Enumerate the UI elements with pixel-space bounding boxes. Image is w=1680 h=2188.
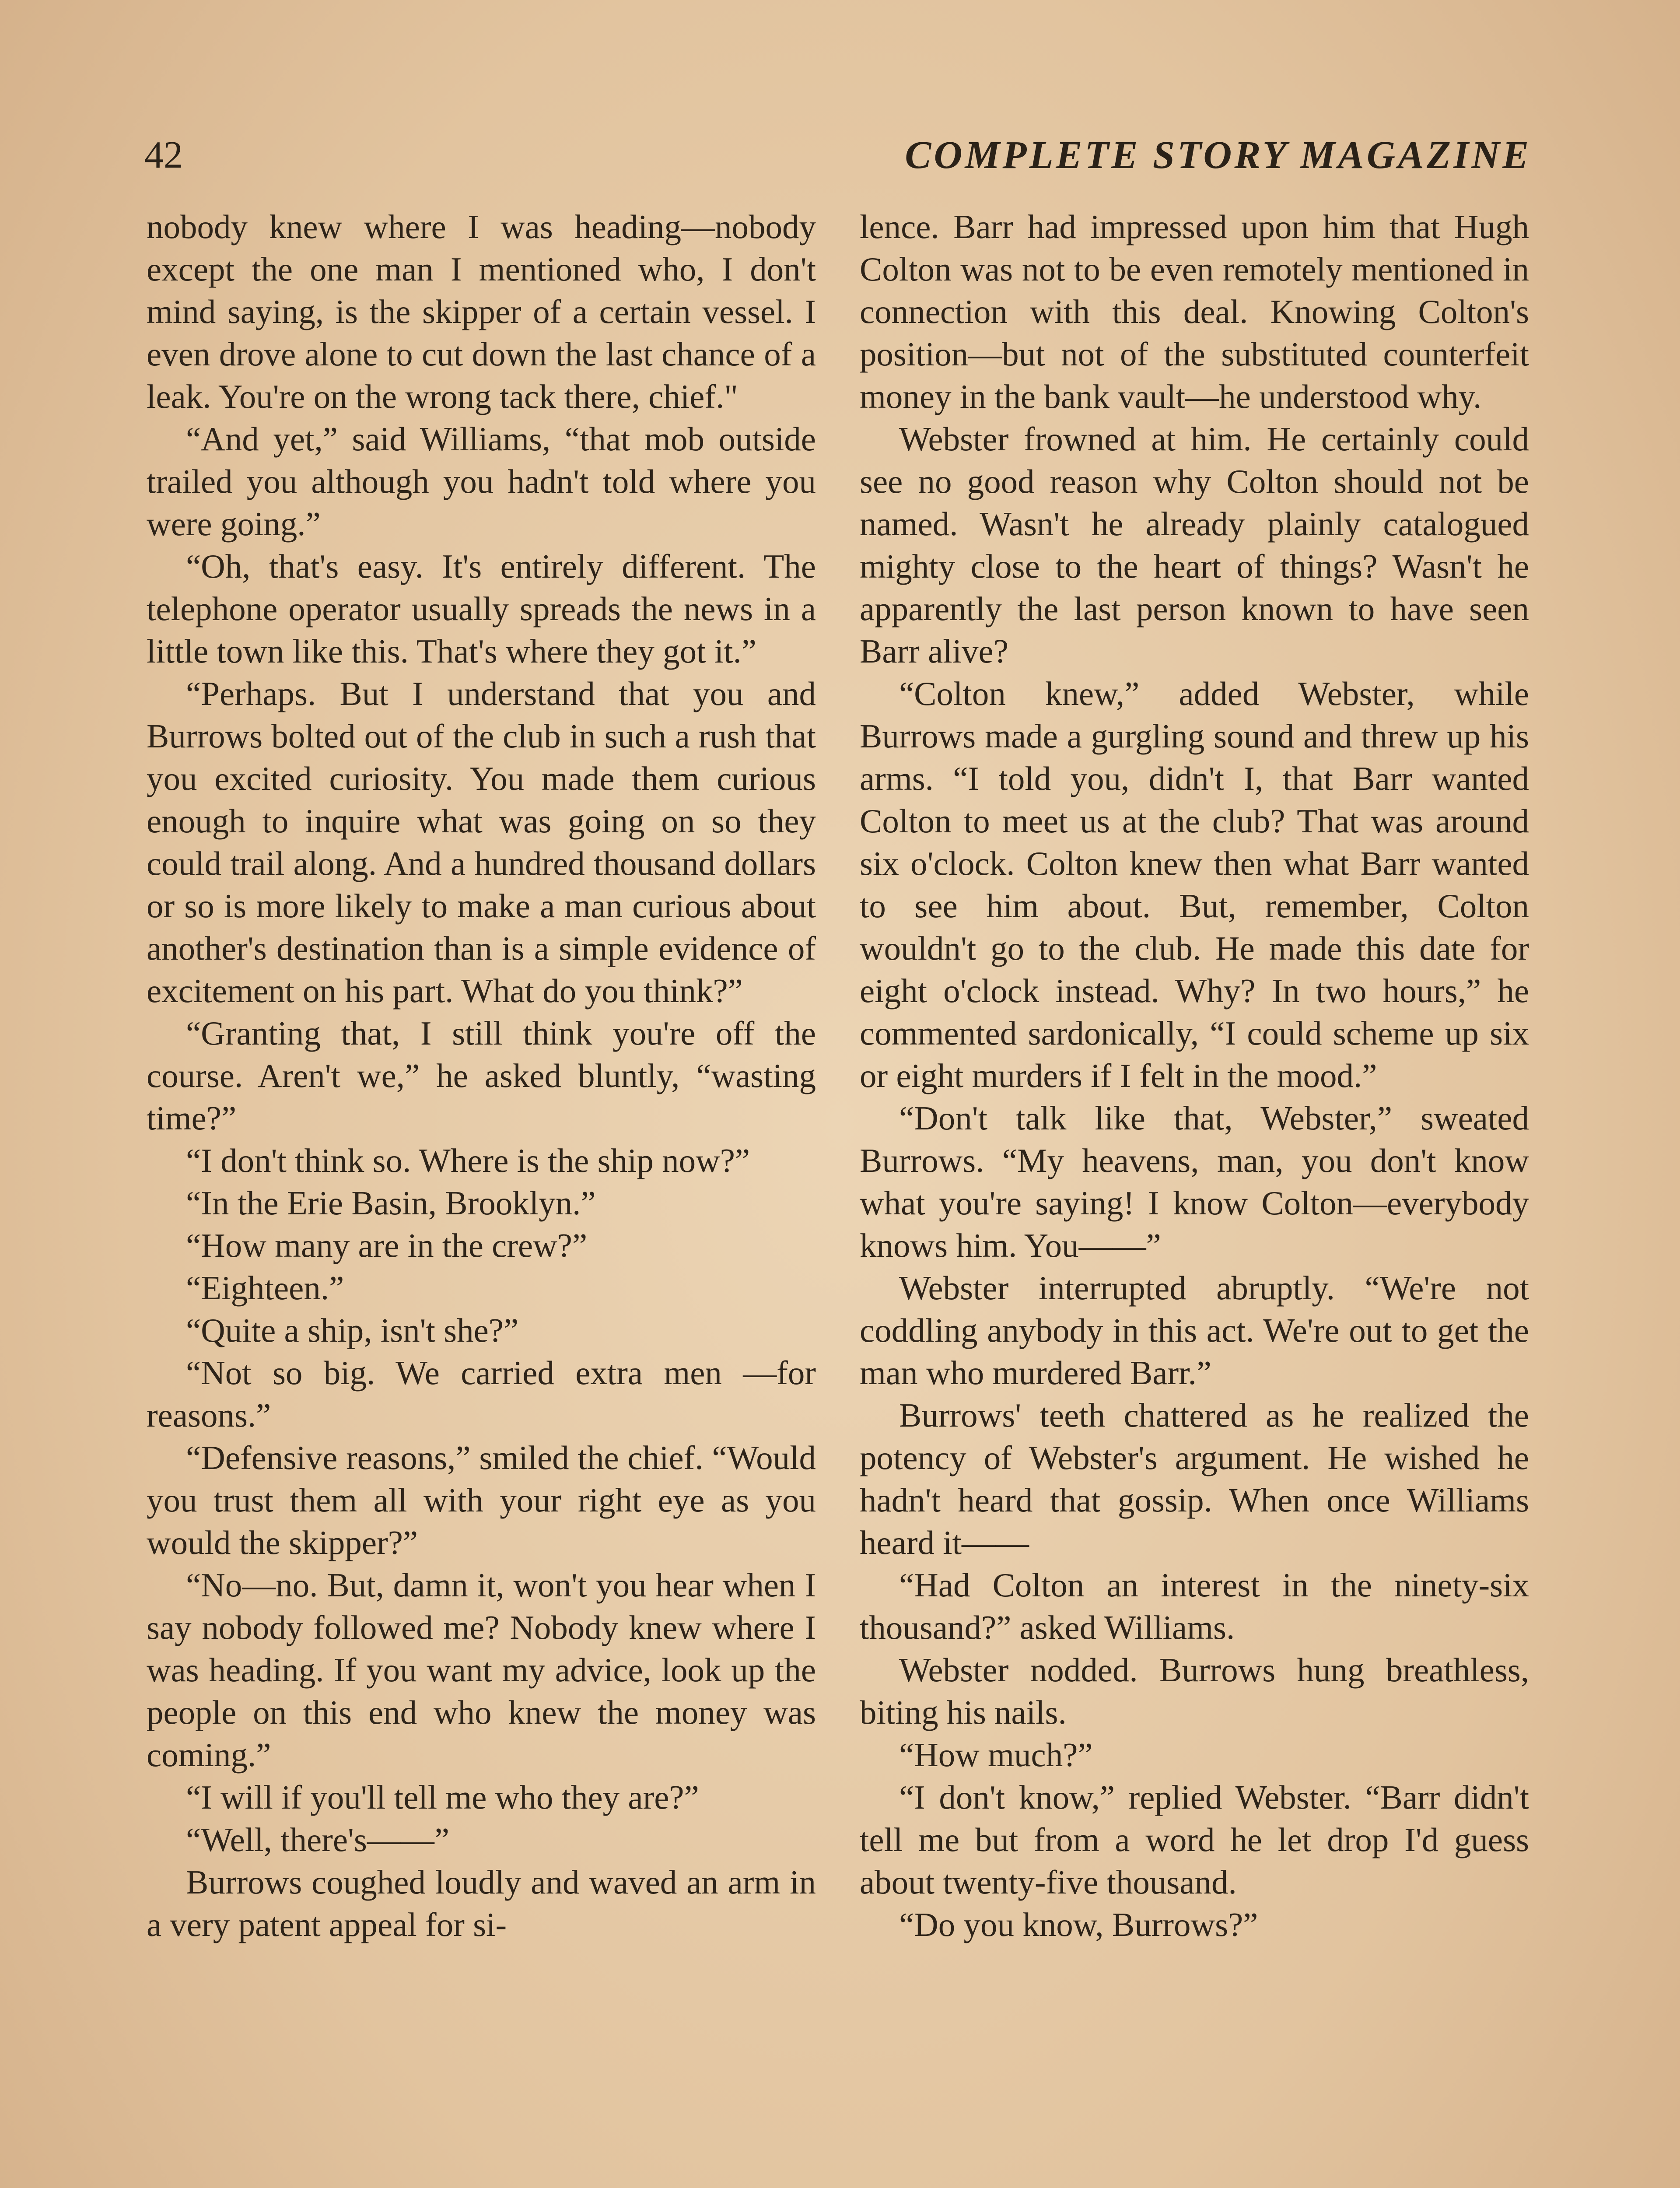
paragraph: “Had Colton an interest in the ninety-six thousand?” asked Williams. bbox=[860, 1566, 1529, 1646]
paragraph: “Well, there's——” bbox=[186, 1821, 450, 1858]
page-header bbox=[144, 127, 1531, 184]
paragraph: “No—no. But, damn it, won't you hear when I say nobody followed me? Nobody knew where I was heading. If you want my advice, look up the people on this end who knew the money was coming.” bbox=[147, 1566, 816, 1774]
right-text-column bbox=[860, 206, 1529, 2188]
paragraph: “Don't talk like that, Webster,” sweated Burrows. “My heavens, man, you don't know what you're saying! I know Colton—everybody knows him. You——” bbox=[860, 1099, 1529, 1264]
paragraph: “Do you know, Burrows?” bbox=[899, 1906, 1258, 1943]
paragraph: “Granting that, I still think you're off the course. Aren't we,” he asked bluntly, “wasting time?” bbox=[147, 1014, 816, 1137]
paragraph: “I will if you'll tell me who they are?” bbox=[186, 1778, 699, 1816]
paragraph: Webster frowned at him. He certainly could see no good reason why Colton should not be named. Wasn't he already plainly catalogued mighty close to the heart of things? Wasn't he apparently the last person known to have seen Barr alive? bbox=[860, 420, 1529, 670]
paragraph: “In the Erie Basin, Brooklyn.” bbox=[186, 1184, 596, 1222]
paragraph: “Oh, that's easy. It's entirely different. The telephone operator usually spreads the news in a little town like this. That's where they got it.” bbox=[147, 547, 816, 670]
left-text-column bbox=[147, 206, 816, 2188]
magazine-title: COMPLETE STORY MAGAZINE bbox=[905, 133, 1531, 177]
paragraph: Burrows coughed loudly and waved an arm in a very patent appeal for si- bbox=[147, 1863, 816, 1943]
paragraph: “I don't know,” replied Webster. “Barr didn't tell me but from a word he let drop I'd guess about twenty-five thousand. bbox=[860, 1778, 1529, 1901]
paragraph: Burrows' teeth chattered as he realized the potency of Webster's argument. He wished he hadn't heard that gossip. When once Williams heard it—— bbox=[860, 1396, 1529, 1561]
paragraph: Webster interrupted abruptly. “We're not coddling anybody in this act. We're out to get the man who murdered Barr.” bbox=[860, 1269, 1529, 1392]
page-number: 42 bbox=[144, 134, 183, 176]
paragraph: “Perhaps. But I understand that you and Burrows bolted out of the club in such a rush that you excited curiosity. You made them curious enough to inquire what was going on so they could trail along. And a hundred thousand dollars or so is more likely to make a man curious about another's destination than is a simple evidence of excitement on his part. What do you think?” bbox=[147, 675, 816, 1010]
paragraph: nobody knew where I was heading—nobody except the one man I mentioned who, I don't mind saying, is the skipper of a certain vessel. I even drove alone to cut down the last chance of a leak. You're on the wrong tack there, chief." bbox=[147, 208, 816, 415]
paragraph: “I don't think so. Where is the ship now?” bbox=[186, 1142, 750, 1179]
paragraph: “Not so big. We carried extra men —for reasons.” bbox=[147, 1354, 816, 1434]
paragraph: “How many are in the crew?” bbox=[186, 1227, 588, 1264]
paragraph: “Eighteen.” bbox=[186, 1269, 344, 1307]
paragraph: “And yet,” said Williams, “that mob outside trailed you although you hadn't told where you were going.” bbox=[147, 420, 816, 543]
paragraph: lence. Barr had impressed upon him that Hugh Colton was not to be even remotely mentioned in connection with this deal. Knowing Colton's position—but not of the substituted counterfeit money in the bank vault—he understood why. bbox=[860, 208, 1529, 415]
paragraph: “Quite a ship, isn't she?” bbox=[186, 1311, 519, 1349]
paragraph: Webster nodded. Burrows hung breathless, biting his nails. bbox=[860, 1651, 1529, 1731]
paragraph: “Colton knew,” added Webster, while Burrows made a gurgling sound and threw up his arms. “I told you, didn't I, that Barr wanted Colton to meet us at the club? That was around six o'clock. Colton knew then what Barr wanted to see him about. But, remember, Colton wouldn't go to the club. He made this date for eight o'clock instead. Why? In two hours,” he commented sardonically, “I could scheme up six or eight murders if I felt in the mood.” bbox=[860, 675, 1529, 1094]
paragraph: “Defensive reasons,” smiled the chief. “Would you trust them all with your right eye as you would the skipper?” bbox=[147, 1439, 816, 1561]
paragraph: “How much?” bbox=[899, 1736, 1093, 1774]
